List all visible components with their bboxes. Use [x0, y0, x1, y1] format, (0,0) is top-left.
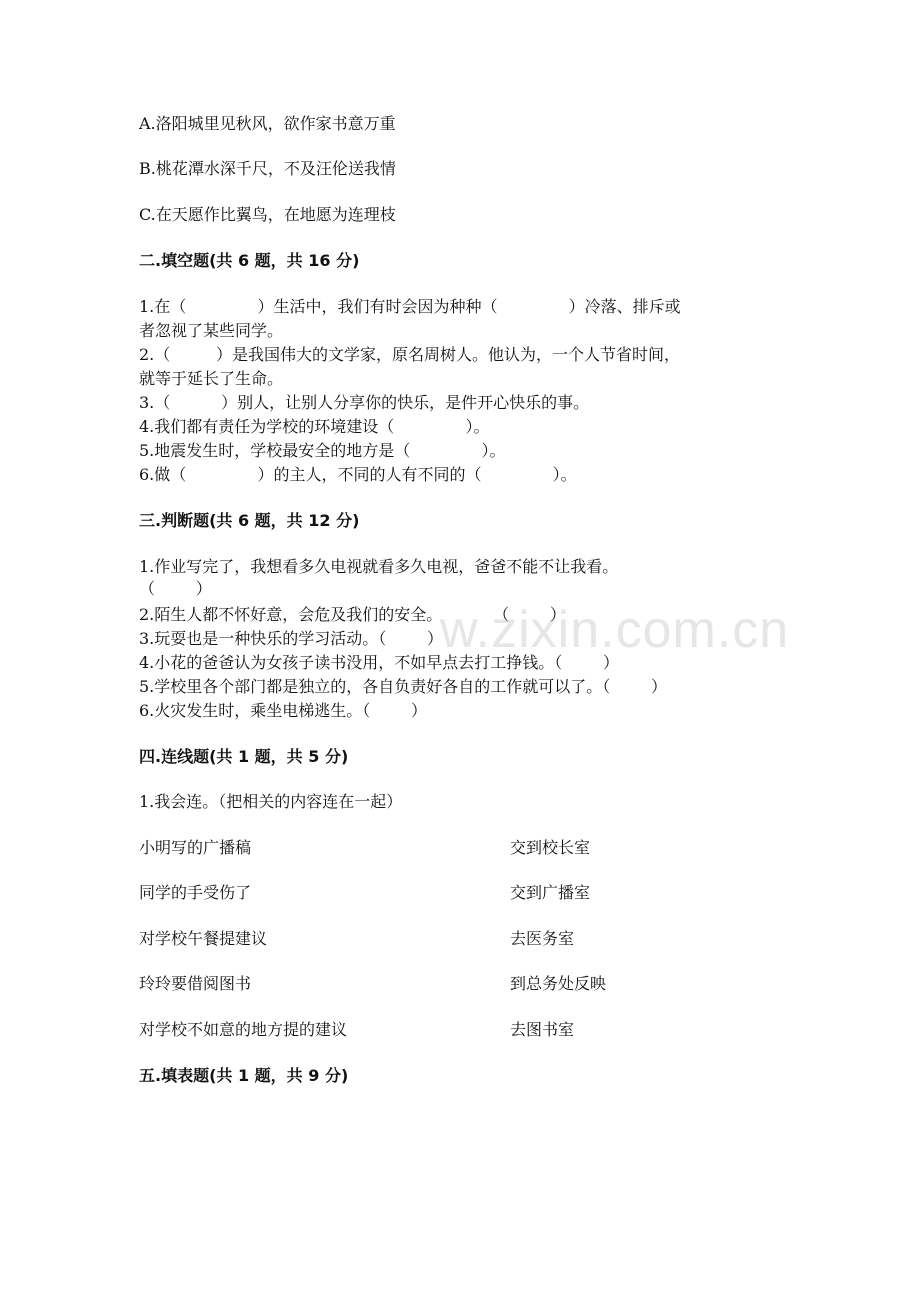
- fill-blank-line: 2.（ ）是我国伟大的文学家，原名周树人。他认为，一个人节省时间，: [139, 345, 681, 364]
- matching-left-item: 玲玲要借阅图书: [139, 974, 252, 993]
- watermark: w.zixin.com.cn: [440, 601, 790, 659]
- fill-blank-line: 者忽视了某些同学。: [139, 321, 284, 340]
- true-false-line: 1.作业写完了，我想看多久电视就看多久电视，爸爸不能不让我看。: [139, 557, 619, 576]
- fill-blank-line: 1.在（ ）生活中，我们有时会因为种种（ ）冷落、排斥或: [139, 297, 681, 316]
- matching-left-item: 对学校不如意的地方提的建议: [139, 1020, 348, 1039]
- matching-left-item: 小明写的广播稿: [139, 838, 252, 857]
- fill-blank-line: 4.我们都有责任为学校的环境建设（ ）。: [139, 417, 490, 436]
- true-false-line: （ ）: [139, 579, 212, 598]
- matching-intro: 1.我会连。（把相关的内容连在一起）: [139, 792, 403, 811]
- matching-right-item: 交到校长室: [510, 838, 591, 857]
- option-a: A.洛阳城里见秋风，欲作家书意万重: [139, 114, 396, 133]
- matching-left-item: 同学的手受伤了: [139, 883, 252, 902]
- fill-blank-line: 3.（ ）别人，让别人分享你的快乐，是件开心快乐的事。: [139, 393, 590, 412]
- section-heading-matching: 四.连线题(共 1 题，共 5 分): [139, 747, 349, 766]
- true-false-line: 3.玩耍也是一种快乐的学习活动。（ ）: [139, 629, 443, 648]
- true-false-line: 2.陌生人都不怀好意，会危及我们的安全。 （ ）: [139, 605, 566, 624]
- fill-blank-line: 就等于延长了生命。: [139, 369, 284, 388]
- true-false-line: 6.火灾发生时，乘坐电梯逃生。（ ）: [139, 701, 427, 720]
- option-b: B.桃花潭水深千尺，不及汪伦送我情: [139, 159, 396, 178]
- matching-right-item: 去医务室: [510, 929, 575, 948]
- section-heading-fill-table: 五.填表题(共 1 题，共 9 分): [139, 1066, 349, 1085]
- true-false-line: 5.学校里各个部门都是独立的，各自负责好各自的工作就可以了。（ ）: [139, 677, 667, 696]
- fill-blank-line: 6.做（ ）的主人，不同的人有不同的（ ）。: [139, 465, 577, 484]
- fill-blank-line: 5.地震发生时，学校最安全的地方是（ ）。: [139, 441, 506, 460]
- matching-right-item: 交到广播室: [510, 883, 591, 902]
- true-false-line: 4.小花的爸爸认为女孩子读书没用，不如早点去打工挣钱。（ ）: [139, 653, 619, 672]
- option-c: C.在天愿作比翼鸟，在地愿为连理枝: [139, 205, 396, 224]
- matching-left-item: 对学校午餐提建议: [139, 929, 268, 948]
- section-heading-fill-blank: 二.填空题(共 6 题，共 16 分): [139, 251, 360, 270]
- matching-right-item: 到总务处反映: [510, 974, 607, 993]
- section-heading-true-false: 三.判断题(共 6 题，共 12 分): [139, 511, 360, 530]
- matching-right-item: 去图书室: [510, 1020, 575, 1039]
